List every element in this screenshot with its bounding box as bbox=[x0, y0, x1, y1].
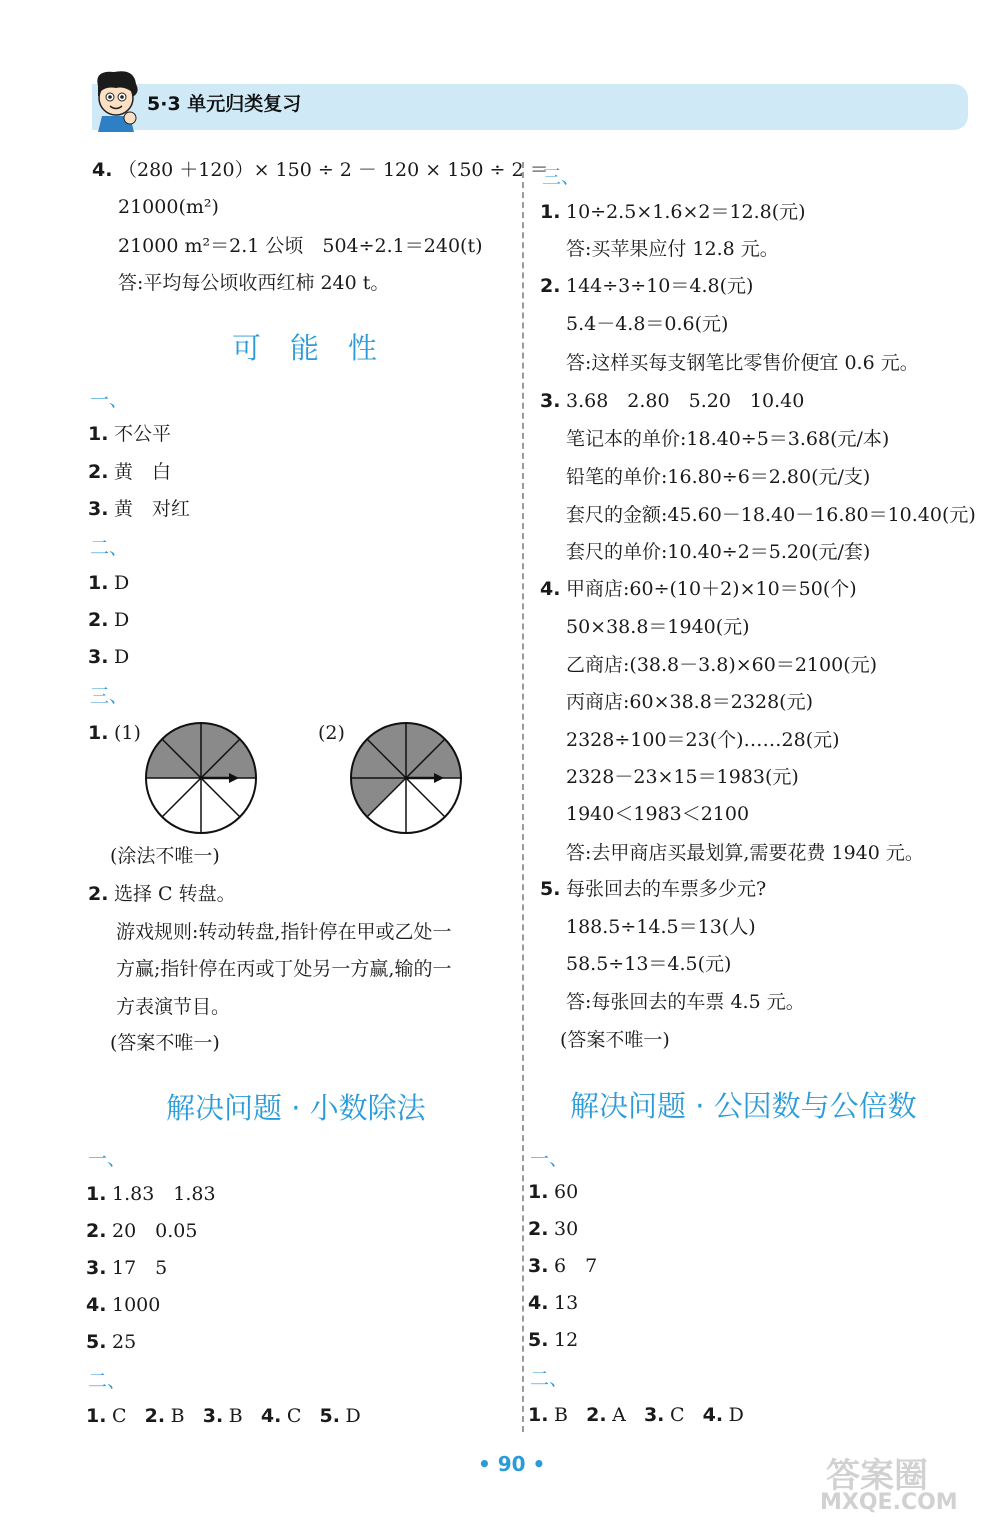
mascot-icon bbox=[84, 66, 148, 132]
list-item: 2. D bbox=[88, 609, 130, 631]
right-q2-line1: 2. 144÷3÷10＝4.8(元) bbox=[540, 275, 754, 297]
factors-section-2: 二、 bbox=[530, 1368, 569, 1390]
spinner-diagram-2 bbox=[350, 722, 462, 834]
right-q5-line3: 58.5÷13＝4.5(元) bbox=[566, 953, 732, 975]
list-item: 4. 1000 bbox=[86, 1294, 161, 1316]
right-q4-line2: 50×38.8＝1940(元) bbox=[566, 616, 750, 638]
page-number: • 90 • bbox=[478, 1452, 546, 1476]
left-q4-line4: 答:平均每公顷收西红柿 240 t。 bbox=[118, 272, 390, 294]
factors-section-1: 一、 bbox=[530, 1148, 569, 1170]
list-item: 3. 6 7 bbox=[528, 1255, 598, 1277]
right-q3-line5: 套尺的单价:10.40÷2＝5.20(元/套) bbox=[566, 541, 871, 563]
list-item: 2. 黄 白 bbox=[88, 461, 172, 483]
left-q2-line5: (答案不唯一) bbox=[110, 1032, 220, 1054]
possibility-title: 可 能 性 bbox=[232, 331, 378, 365]
right-q1-line2: 答:买苹果应付 12.8 元。 bbox=[566, 238, 779, 260]
spinner-label-2: (2) bbox=[318, 722, 345, 744]
watermark-logo: 答案圈 bbox=[826, 1456, 928, 1496]
left-q4-line3: 21000 m²＝2.1 公顷 504÷2.1＝240(t) bbox=[118, 235, 483, 257]
decimal-section-1: 一、 bbox=[88, 1148, 127, 1170]
right-q5-line4: 答:每张回去的车票 4.5 元。 bbox=[566, 991, 805, 1013]
right-q3-line1: 3. 3.68 2.80 5.20 10.40 bbox=[540, 390, 805, 412]
possibility-section-1: 一、 bbox=[90, 389, 129, 411]
right-q4-line1: 4. 甲商店:60÷(10＋2)×10＝50(个) bbox=[540, 578, 857, 600]
right-q5-line5: (答案不唯一) bbox=[560, 1029, 670, 1051]
list-item: 5. 25 bbox=[86, 1331, 137, 1353]
decimal-section-2: 二、 bbox=[88, 1370, 127, 1392]
left-q4-line2: 21000(m²) bbox=[118, 196, 219, 218]
list-item: 1. 1.83 1.83 bbox=[86, 1183, 216, 1205]
header-title: 5·3 单元归类复习 bbox=[147, 93, 302, 115]
decimal-title: 解决问题 · 小数除法 bbox=[166, 1091, 426, 1125]
right-q4-line6: 2328－23×15＝1983(元) bbox=[566, 766, 799, 788]
left-q2-line2: 游戏规则:转动转盘,指针停在甲或乙处一 bbox=[116, 921, 452, 943]
right-q2-line2: 5.4－4.8＝0.6(元) bbox=[566, 313, 729, 335]
right-q2-line3: 答:这样买每支钢笔比零售价便宜 0.6 元。 bbox=[566, 352, 919, 374]
left-q4-line1: 4. （280 ＋120）× 150 ÷ 2 － 120 × 150 ÷ 2 ＝ bbox=[92, 159, 549, 181]
right-q4-line8: 答:去甲商店买最划算,需要花费 1940 元。 bbox=[566, 842, 924, 864]
right-q3-line2: 笔记本的单价:18.40÷5＝3.68(元/本) bbox=[566, 428, 890, 450]
spinner-question: 1. (1) bbox=[88, 722, 141, 744]
right-q4-line4: 丙商店:60×38.8＝2328(元) bbox=[566, 691, 813, 713]
list-item: 1. D bbox=[88, 572, 130, 594]
right-q3-line4: 套尺的金额:45.60－18.40－16.80＝10.40(元) bbox=[566, 504, 976, 526]
list-item: 1. 不公平 bbox=[88, 423, 172, 445]
list-item: 4. 13 bbox=[528, 1292, 579, 1314]
list-item: 3. 黄 对红 bbox=[88, 498, 191, 520]
list-item: 1. 60 bbox=[528, 1181, 579, 1203]
list-item: 2. 20 0.05 bbox=[86, 1220, 198, 1242]
left-q2-line3: 方赢;指针停在丙或丁处另一方赢,输的一 bbox=[116, 958, 452, 980]
column-divider bbox=[522, 162, 524, 1432]
possibility-section-2: 二、 bbox=[90, 537, 129, 559]
possibility-section-3: 三、 bbox=[90, 685, 129, 707]
right-q1-line1: 1. 10÷2.5×1.6×2＝12.8(元) bbox=[540, 201, 806, 223]
left-q2-line4: 方表演节目。 bbox=[116, 996, 231, 1018]
list-item: 5. 12 bbox=[528, 1329, 579, 1351]
watermark-url: MXQE.COM bbox=[820, 1490, 958, 1515]
list-item: 3. D bbox=[88, 646, 130, 668]
factors-title: 解决问题 · 公因数与公倍数 bbox=[570, 1089, 917, 1123]
list-item: 3. 17 5 bbox=[86, 1257, 168, 1279]
right-q4-line7: 1940＜1983＜2100 bbox=[566, 803, 750, 825]
decimal-choice-answers: 1. C 2. B 3. B 4. C 5. D bbox=[86, 1405, 361, 1427]
right-section-3: 三、 bbox=[542, 166, 581, 188]
right-q4-line3: 乙商店:(38.8－3.8)×60＝2100(元) bbox=[566, 654, 878, 676]
right-q4-line5: 2328÷100＝23(个)……28(元) bbox=[566, 729, 840, 751]
factors-choice-answers: 1. B 2. A 3. C 4. D bbox=[528, 1404, 744, 1426]
list-item: 2. 30 bbox=[528, 1218, 579, 1240]
spinner-diagram-1 bbox=[145, 722, 257, 834]
right-q5-line1: 5. 每张回去的车票多少元? bbox=[540, 878, 767, 900]
spinner-note: (涂法不唯一) bbox=[110, 845, 220, 867]
right-q3-line3: 铅笔的单价:16.80÷6＝2.80(元/支) bbox=[566, 466, 871, 488]
right-q5-line2: 188.5÷14.5＝13(人) bbox=[566, 916, 756, 938]
left-q2-line1: 2. 选择 C 转盘。 bbox=[88, 883, 236, 905]
